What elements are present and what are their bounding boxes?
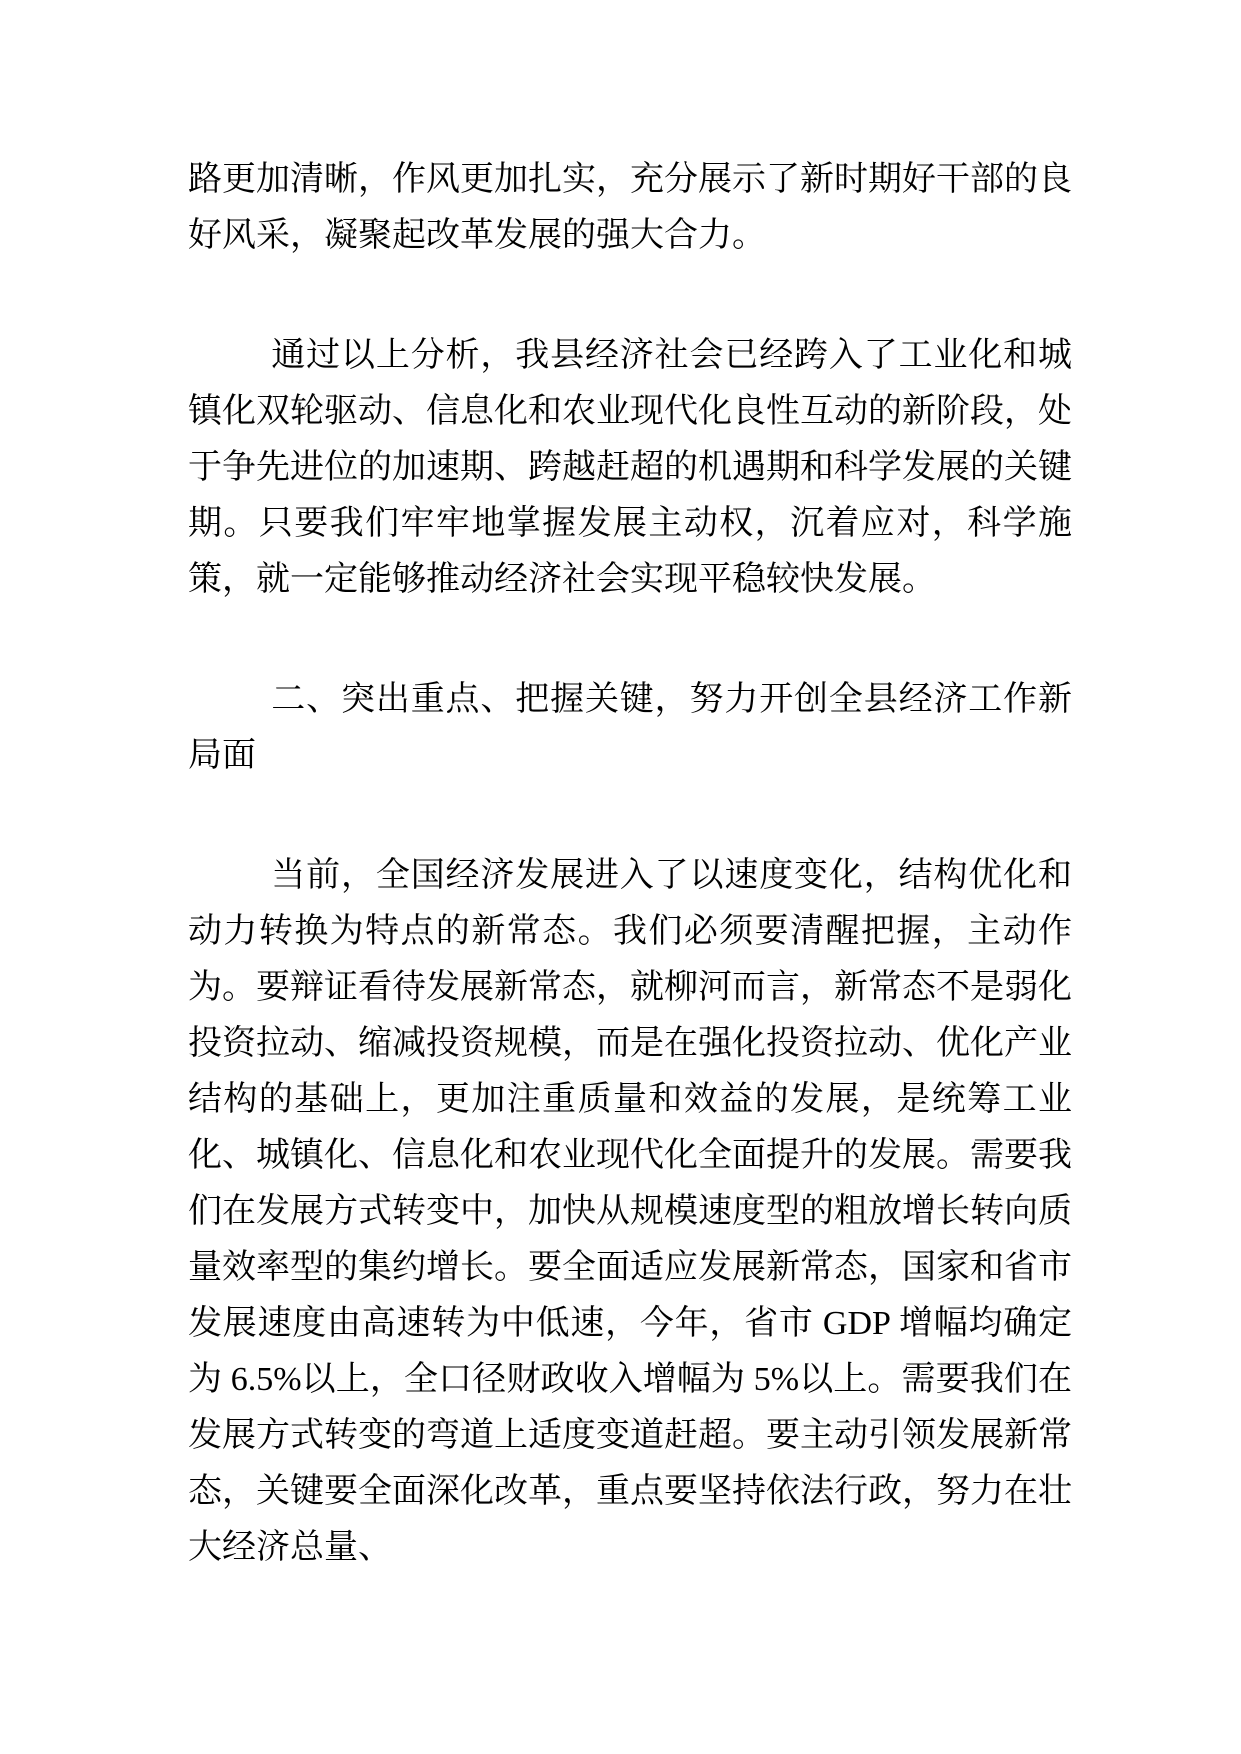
paragraph-analysis-summary: 通过以上分析，我县经济社会已经跨入了工业化和城镇化双轮驱动、信息化和农业现代化良性互动的新阶段，处于争先进位的加速期、跨越赶超的机遇期和科学发展的关键期。只要我们牢牢地掌握发展主动权，沉着应对，科学施策，就一定能够推动经济社会实现平稳较快发展。 xyxy=(188,337,1072,598)
paragraph-cadre-conclusion: 路更加清晰，作风更加扎实，充分展示了新时期好干部的良好风采，凝聚起改革发展的强大合力。 xyxy=(188,161,1072,254)
paragraph-new-normal-economy: 当前，全国经济发展进入了以速度变化，结构优化和动力转换为特点的新常态。我们必须要清醒把握，主动作为。要辩证看待发展新常态，就柳河而言，新常态不是弱化投资拉动、缩减投资规模，而是在强化投资拉动、优化产业结构的基础上，更加注重质量和效益的发展，是统筹工业化、城镇化、信息化和农业现代化全面提升的发展。需要我们在发展方式转变中，加快从规模速度型的粗放增长转向质量效率型的集约增长。要全面适应发展新常态，国家和省市发展速度由高速转为中低速，今年，省市 GDP 增幅均确定为 6.5%以上，全口径财政收入增幅为 5%以上。需要我们在发展方式转变的弯道上适度变道赶超。要主动引领发展新常态，关键要全面深化改革，重点要坚持依法行政，努力在壮大经济总量、 xyxy=(188,857,1072,1566)
section-heading-two: 二、突出重点、把握关键，努力开创全县经济工作新局面 xyxy=(188,681,1072,774)
